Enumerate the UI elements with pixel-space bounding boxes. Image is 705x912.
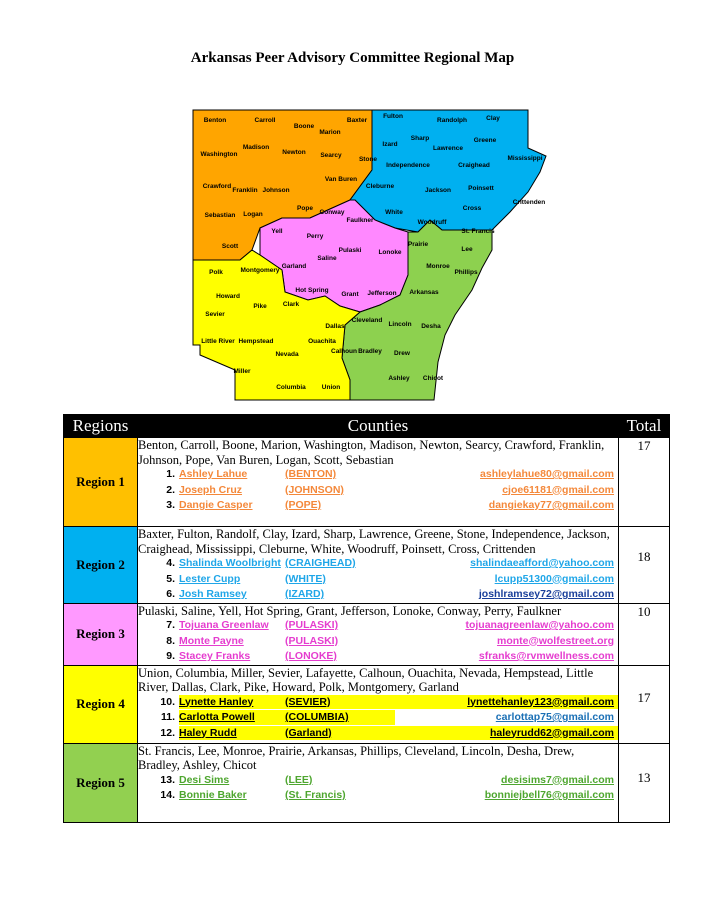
county-label-montgomery: Montgomery bbox=[240, 267, 280, 274]
county-label-dallas: Dallas bbox=[325, 323, 345, 330]
table-row bbox=[64, 743, 670, 822]
contact-email-link[interactable]: shalindaeafford@yahoo.com bbox=[470, 557, 614, 569]
contact-name: Joseph Cruz bbox=[179, 483, 243, 496]
contact-number: 5. bbox=[166, 572, 175, 585]
county-label-craighead: Craighead bbox=[458, 162, 490, 169]
contact-number: 8. bbox=[166, 634, 175, 647]
county-label-marion: Marion bbox=[319, 129, 341, 136]
contact-number: 13. bbox=[160, 773, 175, 786]
county-label-howard: Howard bbox=[216, 293, 240, 300]
county-label-lee: Lee bbox=[461, 246, 473, 253]
contact-county: (PULASKI) bbox=[285, 619, 339, 631]
contact-county: (SEVIER) bbox=[285, 695, 395, 710]
contact-name: Lester Cupp bbox=[179, 572, 241, 585]
county-label-van-buren: Van Buren bbox=[324, 176, 358, 183]
county-label-cleburne: Cleburne bbox=[365, 183, 395, 190]
contact-county: (St. Francis) bbox=[285, 789, 346, 801]
contact-number: 2. bbox=[166, 483, 175, 496]
contact-number: 4. bbox=[166, 557, 175, 569]
contact-email-link[interactable]: lynettehanley123@gmail.com bbox=[395, 695, 618, 710]
contact-name: Monte Payne bbox=[179, 634, 244, 647]
county-label-perry: Perry bbox=[306, 233, 324, 240]
county-label-union: Union bbox=[321, 384, 341, 391]
contact-county: (WHITE) bbox=[285, 572, 326, 585]
region-name: Region 1 bbox=[64, 438, 138, 527]
county-label-randolph: Randolph bbox=[437, 117, 467, 124]
contact-name: Desi Sims bbox=[179, 773, 230, 786]
county-label-hempstead: Hempstead bbox=[238, 338, 274, 345]
county-label-garland: Garland bbox=[281, 263, 307, 270]
county-label-chicot: Chicot bbox=[422, 375, 444, 382]
county-label-jackson: Jackson bbox=[424, 187, 452, 194]
county-label-pope: Pope bbox=[297, 205, 313, 212]
contact-county: (COLUMBIA) bbox=[285, 710, 395, 725]
contact-item bbox=[155, 498, 618, 514]
contact-item bbox=[155, 634, 618, 650]
county-label-pike: Pike bbox=[253, 303, 267, 310]
county-label-lawrence: Lawrence bbox=[433, 145, 463, 152]
contact-email-link[interactable]: lcupp51300@gmail.com bbox=[494, 572, 614, 585]
contact-item bbox=[155, 649, 618, 665]
region-total: 13 bbox=[619, 743, 670, 822]
contact-number: 12. bbox=[160, 726, 175, 739]
contact-number: 14. bbox=[160, 789, 175, 801]
county-list: Baxter, Fulton, Randolf, Clay, Izard, Sharp, Lawrence, Greene, Stone, Independence, Jackson, Craighead, Mississippi, Cleburne, White, Woodruff, Poinsett, Cross, Crittenden bbox=[138, 527, 610, 556]
contact-number: 11. bbox=[160, 711, 175, 723]
region-name: Region 2 bbox=[64, 527, 138, 604]
county-label-bradley: Bradley bbox=[358, 348, 382, 355]
region-counties-cell bbox=[138, 527, 619, 604]
county-label-independence: Independence bbox=[386, 162, 430, 169]
county-label-cleveland: Cleveland bbox=[351, 317, 383, 324]
contact-county: (LEE) bbox=[285, 773, 313, 786]
county-label-prairie: Prairie bbox=[407, 241, 429, 248]
county-label-benton: Benton bbox=[203, 117, 227, 124]
contact-name: Lynette Hanley bbox=[179, 695, 285, 710]
county-list: Pulaski, Saline, Yell, Hot Spring, Grant, Jefferson, Lonoke, Conway, Perry, Faulkner bbox=[138, 603, 562, 618]
county-label-pulaski: Pulaski bbox=[338, 247, 362, 254]
county-label-white: White bbox=[385, 209, 403, 216]
county-label-johnson: Johnson bbox=[262, 187, 290, 194]
county-label-columbia: Columbia bbox=[276, 384, 306, 391]
county-label-izard: Izard bbox=[382, 141, 398, 148]
contact-name: Stacey Franks bbox=[179, 650, 251, 662]
contact-item bbox=[155, 483, 618, 499]
contact-name: Carlotta Powell bbox=[179, 710, 285, 725]
county-label-searcy: Searcy bbox=[320, 152, 342, 159]
contact-email-link[interactable]: carlottap75@gmail.com bbox=[495, 711, 614, 723]
contact-email-link[interactable]: haleyrudd62@gmail.com bbox=[395, 726, 618, 741]
contact-email-link[interactable]: monte@wolfestreet.org bbox=[496, 634, 614, 647]
contact-email-link[interactable]: cjoe61181@gmail.com bbox=[502, 483, 614, 496]
region-counties-cell bbox=[138, 665, 619, 743]
contact-email-link[interactable]: tojuanagreenlaw@yahoo.com bbox=[465, 619, 614, 631]
county-label-jefferson: Jefferson bbox=[367, 290, 397, 297]
contact-number: 10. bbox=[160, 695, 175, 708]
contact-county: (CRAIGHEAD) bbox=[285, 557, 356, 569]
county-label-monroe: Monroe bbox=[426, 263, 450, 270]
county-label-sharp: Sharp bbox=[410, 135, 430, 142]
county-label-faulkner: Faulkner bbox=[346, 217, 374, 224]
header-total: Total bbox=[619, 415, 670, 438]
county-label-arkansas: Arkansas bbox=[409, 289, 439, 296]
county-label-logan: Logan bbox=[243, 211, 263, 218]
contact-name: Dangie Casper bbox=[179, 499, 253, 511]
contact-name: Josh Ramsey bbox=[179, 588, 247, 600]
contact-item bbox=[155, 710, 618, 726]
region-total: 17 bbox=[619, 665, 670, 743]
contact-item bbox=[155, 587, 618, 603]
county-label-mississippi: Mississippi bbox=[507, 155, 543, 162]
county-label-crawford: Crawford bbox=[202, 183, 232, 190]
contact-number: 3. bbox=[166, 499, 175, 511]
county-label-clay: Clay bbox=[486, 115, 500, 122]
county-label-nevada: Nevada bbox=[275, 351, 299, 358]
contact-item bbox=[155, 695, 618, 711]
county-label-fulton: Fulton bbox=[383, 113, 403, 120]
county-label-scott: Scott bbox=[221, 243, 239, 250]
county-label-conway: Conway bbox=[319, 209, 345, 216]
table-row bbox=[64, 665, 670, 743]
county-label-madison: Madison bbox=[242, 144, 270, 151]
county-label-washington: Washington bbox=[200, 151, 238, 158]
regions-table bbox=[63, 414, 670, 823]
county-list: Union, Columbia, Miller, Sevier, Lafayette, Calhoun, Ouachita, Nevada, Hempstead, Little River, Dallas, Clark, Pike, Howard, Polk, Montgomery, Garland bbox=[138, 665, 594, 694]
arkansas-map-svg bbox=[190, 100, 560, 405]
contact-item bbox=[155, 618, 618, 634]
contact-email-link[interactable]: sfranks@rvmwellness.com bbox=[478, 650, 614, 662]
contact-county: (BENTON) bbox=[285, 468, 337, 480]
county-label-boone: Boone bbox=[293, 123, 315, 130]
county-label-lincoln: Lincoln bbox=[388, 321, 412, 328]
county-label-stone: Stone bbox=[358, 156, 378, 163]
county-label-cross: Cross bbox=[462, 205, 482, 212]
contact-email-link[interactable]: desisims7@gmail.com bbox=[501, 773, 614, 786]
contact-name: Shalinda Woolbright bbox=[179, 557, 281, 569]
contact-number: 7. bbox=[166, 619, 175, 631]
county-label-carroll: Carroll bbox=[254, 117, 276, 124]
contact-number: 9. bbox=[166, 650, 175, 662]
region-name: Region 4 bbox=[64, 665, 138, 743]
county-label-miller: Miller bbox=[233, 368, 251, 375]
contact-item bbox=[155, 572, 618, 588]
contact-number: 6. bbox=[166, 588, 175, 600]
contact-name: Tojuana Greenlaw bbox=[179, 619, 269, 631]
region-total: 17 bbox=[619, 438, 670, 527]
contact-county: (PULASKI) bbox=[285, 634, 339, 647]
region-counties-cell bbox=[138, 438, 619, 527]
region-map bbox=[190, 100, 560, 405]
contact-email-link[interactable]: bonniejbell76@gmail.com bbox=[484, 789, 614, 801]
region-counties-cell bbox=[138, 603, 619, 665]
county-label-poinsett: Poinsett bbox=[468, 185, 494, 192]
county-label-desha: Desha bbox=[421, 323, 441, 330]
county-label-clark: Clark bbox=[282, 301, 300, 308]
region-counties-cell bbox=[138, 743, 619, 822]
region-total: 10 bbox=[619, 603, 670, 665]
county-label-crittenden: Crittenden bbox=[512, 199, 546, 206]
table-row bbox=[64, 603, 670, 665]
county-label-st-francis: St. Francis bbox=[461, 228, 495, 235]
contact-email-link[interactable]: dangiekay77@gmail.com bbox=[488, 499, 614, 511]
county-list: St. Francis, Lee, Monroe, Prairie, Arkansas, Phillips, Cleveland, Lincoln, Desha, Drew, Bradley, Ashley, Chicot bbox=[138, 743, 575, 772]
contact-county: (POPE) bbox=[285, 499, 322, 511]
contact-email-link[interactable]: joshlramsey72@gmail.com bbox=[478, 588, 614, 600]
region-name: Region 5 bbox=[64, 743, 138, 822]
county-label-phillips: Phillips bbox=[454, 269, 478, 276]
contact-county: (IZARD) bbox=[285, 588, 325, 600]
county-label-polk: Polk bbox=[209, 269, 223, 276]
contact-county: (JOHNSON) bbox=[285, 483, 344, 496]
table-header-row bbox=[64, 415, 670, 438]
contact-county: (LONOKE) bbox=[285, 650, 337, 662]
county-label-grant: Grant bbox=[341, 291, 359, 298]
contact-item bbox=[155, 467, 618, 483]
contact-name: Bonnie Baker bbox=[179, 789, 247, 801]
contact-county: (Garland) bbox=[285, 726, 395, 741]
county-label-ashley: Ashley bbox=[388, 375, 410, 382]
county-label-yell: Yell bbox=[271, 228, 283, 235]
header-regions: Regions bbox=[64, 415, 138, 438]
table-row bbox=[64, 527, 670, 604]
county-label-greene: Greene bbox=[473, 137, 497, 144]
county-label-woodruff: Woodruff bbox=[417, 219, 447, 226]
header-counties: Counties bbox=[138, 415, 619, 438]
region-2-area bbox=[350, 110, 546, 232]
region-total: 18 bbox=[619, 527, 670, 604]
county-label-sevier: Sevier bbox=[205, 311, 225, 318]
county-label-drew: Drew bbox=[394, 350, 410, 357]
contact-item bbox=[155, 556, 618, 572]
county-label-newton: Newton bbox=[282, 149, 306, 156]
county-label-hot-spring: Hot Spring bbox=[295, 287, 329, 294]
contact-name: Ashley Lahue bbox=[179, 468, 248, 480]
county-list: Benton, Carroll, Boone, Marion, Washington, Madison, Newton, Searcy, Crawford, Franklin, Johnson, Pope, Van Buren, Logan, Scott, Sebastian bbox=[138, 438, 605, 467]
county-label-lonoke: Lonoke bbox=[378, 249, 402, 256]
contact-item bbox=[155, 773, 618, 789]
table-row bbox=[64, 438, 670, 527]
county-label-franklin: Franklin bbox=[232, 187, 258, 194]
region-name: Region 3 bbox=[64, 603, 138, 665]
contact-item bbox=[155, 726, 618, 742]
county-label-ouachita: Ouachita bbox=[308, 338, 336, 345]
contact-email-link[interactable]: ashleylahue80@gmail.com bbox=[480, 468, 614, 480]
county-label-baxter: Baxter bbox=[346, 117, 368, 124]
page-title: Arkansas Peer Advisory Committee Regional Map bbox=[190, 50, 515, 66]
county-label-saline: Saline bbox=[317, 255, 337, 262]
county-label-sebastian: Sebastian bbox=[204, 212, 236, 219]
contact-name: Haley Rudd bbox=[179, 726, 285, 741]
county-label-little-river: Little River bbox=[201, 338, 235, 345]
contact-item bbox=[155, 788, 618, 804]
contact-number: 1. bbox=[166, 468, 175, 480]
county-label-calhoun: Calhoun bbox=[331, 348, 357, 355]
